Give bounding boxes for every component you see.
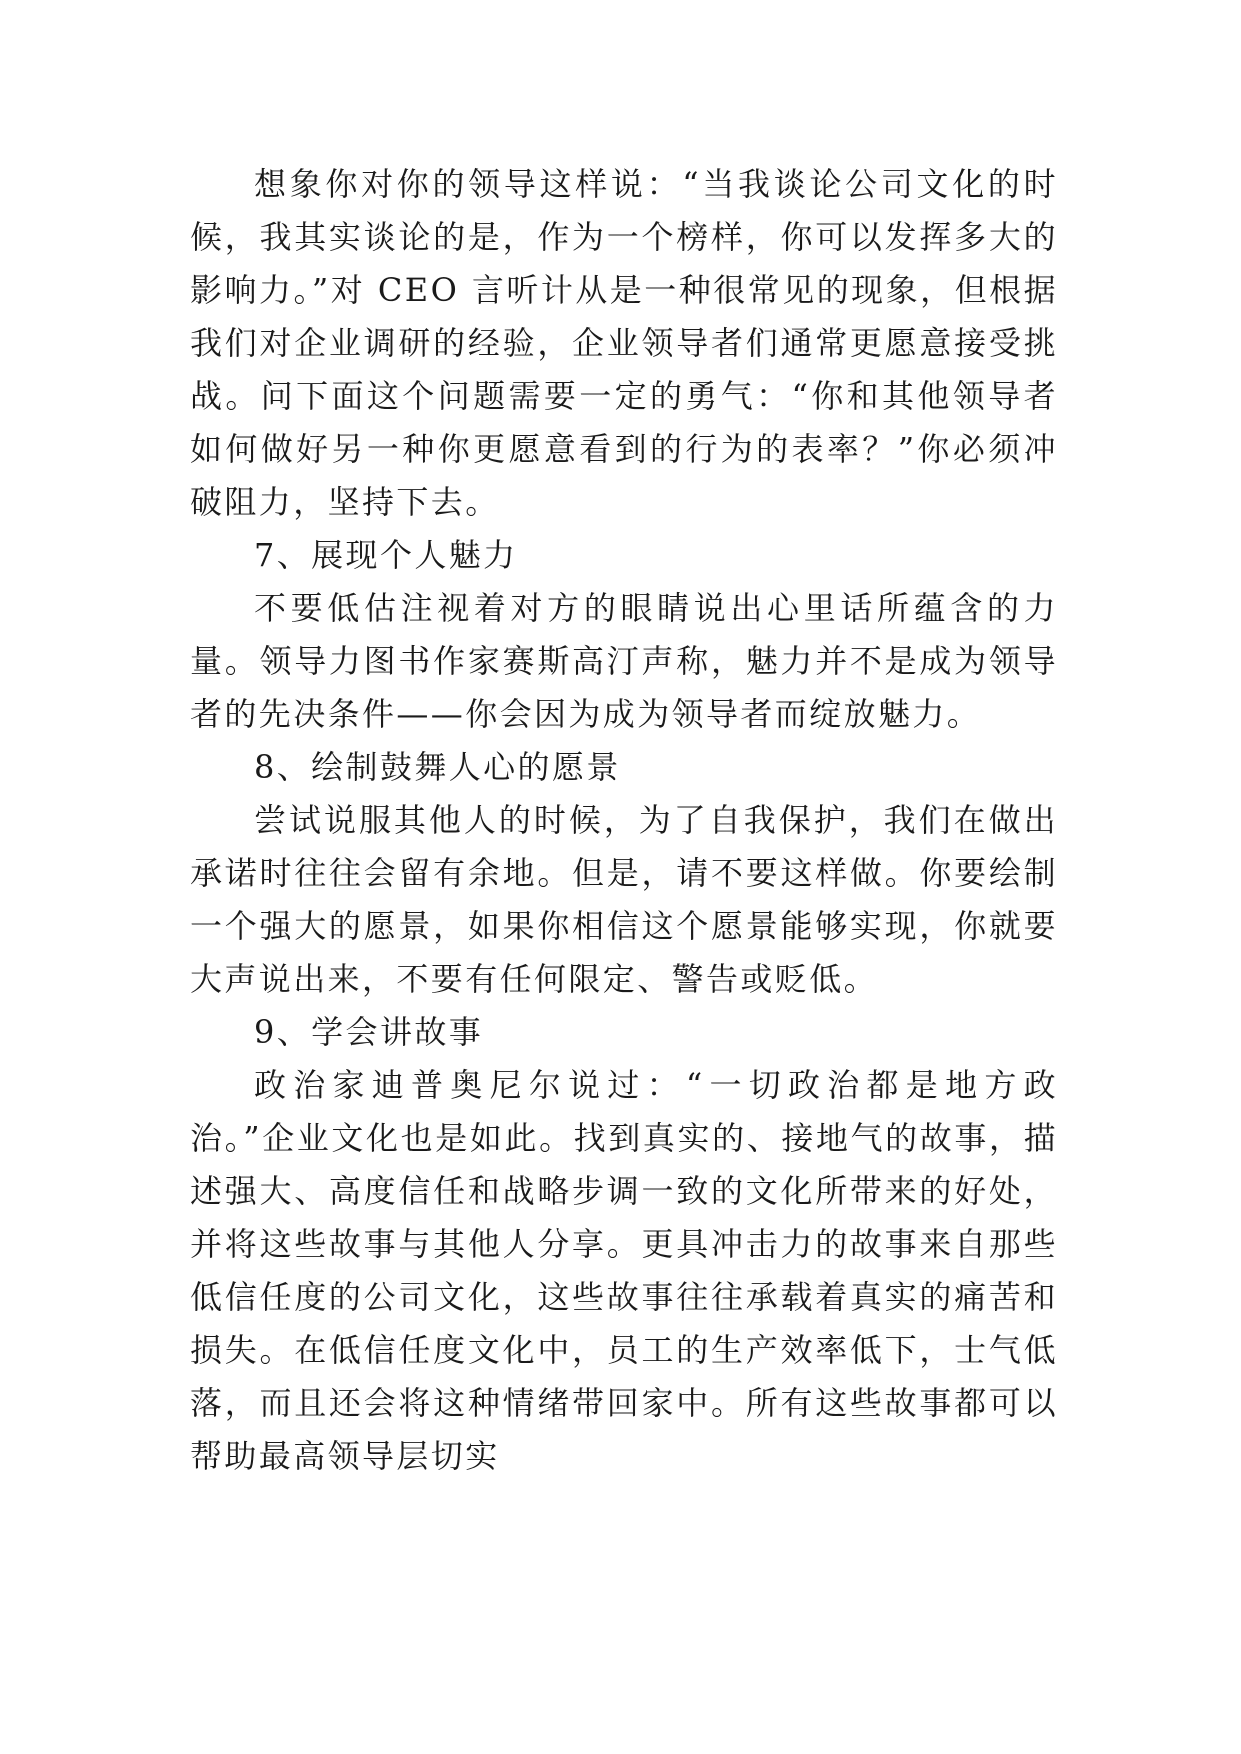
heading-7: 7、展现个人魅力 bbox=[254, 536, 518, 574]
heading-9: 9、学会讲故事 bbox=[254, 1013, 484, 1051]
paragraph-vision: 尝试说服其他人的时候，为了自我保护，我们在做出承诺时往往会留有余地。但是，请不要这样做。你要绘制一个强大的愿景，如果你相信这个愿景能够实现，你就要大声说出来，不要有任何限定、警告或贬低。 bbox=[190, 801, 1058, 998]
document-body bbox=[190, 158, 1058, 1483]
heading-8: 8、绘制鼓舞人心的愿景 bbox=[254, 748, 621, 786]
paragraph-storytelling: 政治家迪普奥尼尔说过：“一切政治都是地方政治。”企业文化也是如此。找到真实的、接地气的故事，描述强大、高度信任和战略步调一致的文化所带来的好处，并将这些故事与其他人分享。更具冲击力的故事来自那些低信任度的公司文化，这些故事往往承载着真实的痛苦和损失。在低信任度文化中，员工的生产效率低下，士气低落，而且还会将这种情绪带回家中。所有这些故事都可以帮助最高领导层切实 bbox=[190, 1066, 1058, 1475]
paragraph-charisma: 不要低估注视着对方的眼睛说出心里话所蕴含的力量。领导力图书作家赛斯高汀声称，魅力并不是成为领导者的先决条件——你会因为成为领导者而绽放魅力。 bbox=[190, 589, 1058, 733]
paragraph-ceo-role-model: 想象你对你的领导这样说：“当我谈论公司文化的时候，我其实谈论的是，作为一个榜样，你可以发挥多大的影响力。”对 CEO 言听计从是一种很常见的现象，但根据我们对企业调研的经验，企业领导者们通常更愿意接受挑战。问下面这个问题需要一定的勇气：“你和其他领导者如何做好另一种你更愿意看到的行为的表率？”你必须冲破阻力，坚持下去。 bbox=[190, 165, 1058, 521]
